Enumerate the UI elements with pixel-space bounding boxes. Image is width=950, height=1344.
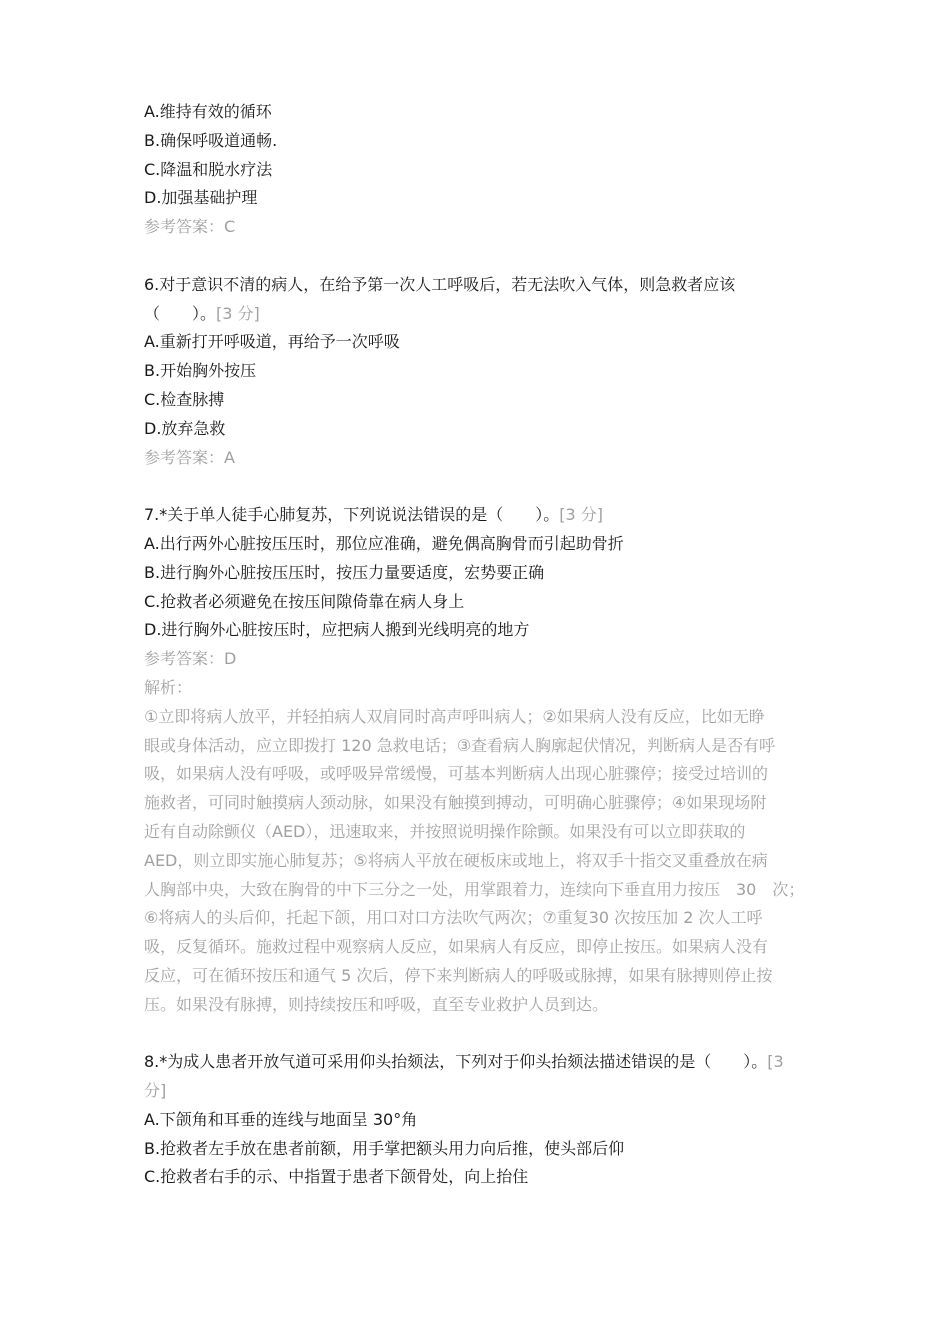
q5-option-c: C.降温和脱水疗法 [144, 159, 273, 179]
q6-title-blank: （ ）。 [144, 303, 217, 323]
q7-analysis [144, 703, 824, 1020]
q7-option-a: A.出行两外心脏按压压时，那位应准确，避免偶高胸骨而引起助骨折 [144, 533, 624, 553]
q6-title-line-2 [144, 300, 834, 329]
q5-option-a: A.维持有效的循环 [144, 102, 272, 121]
q7-analysis-line: 压。如果没有脉搏，则持续按压和呼吸，直至专业救护人员到达。 [144, 994, 609, 1014]
q6-option-b: B.开始胸外按压 [144, 361, 257, 381]
q7-answer: 参考答案：D [144, 649, 237, 669]
question-7 [144, 501, 834, 1019]
q7-analysis-line: 吸，如果病人没有呼吸，或呼吸异常缓慢，可基本判断病人出现心脏骤停；接受过培训的 [144, 764, 769, 784]
q7-analysis-line: ⑥将病人的头后仰，托起下颌，用口对口方法吹气两次；⑦重复30 次按压加 2 次人工呼 [144, 908, 763, 928]
question-6 [144, 271, 834, 473]
q8-score-part-1: [3 [767, 1052, 784, 1072]
spacer [144, 242, 834, 271]
q7-analysis-line: 吸，反复循环。施救过程中观察病人反应，如果病人有反应，即停止按压。如果病人没有 [144, 937, 769, 957]
q6-option-a: A.重新打开呼吸道，再给予一次呼吸 [144, 332, 400, 352]
q5-answer: 参考答案：C [144, 217, 236, 237]
q6-answer: 参考答案：A [144, 447, 235, 467]
question-8 [144, 1048, 834, 1192]
question-5 [144, 98, 834, 242]
q5-option-d: D.加强基础护理 [144, 188, 258, 208]
q8-title [144, 1048, 834, 1077]
q8-title-text: 8.*为成人患者开放气道可采用仰头抬颏法，下列对于仰头抬颏法描述错误的是（ ）。 [144, 1052, 768, 1072]
q7-analysis-line: 眼或身体活动，应立即拨打 120 急救电话；③查看病人胸廓起伏情况，判断病人是否有呼 [144, 735, 776, 755]
q7-option-d: D.进行胸外心脏按压时，应把病人搬到光线明亮的地方 [144, 620, 530, 640]
q6-title-line-1: 6.对于意识不清的病人，在给予第一次人工呼吸后，若无法吹入气体，则急救者应该 [144, 274, 736, 294]
q7-option-c: C.抢救者必须避免在按压间隙倚靠在病人身上 [144, 591, 465, 611]
q7-analysis-line: 人胸部中央，大致在胸骨的中下三分之一处，用掌跟着力，连续向下垂直用力按压 30 次； [144, 879, 805, 899]
spacer [144, 1020, 834, 1049]
q7-analysis-line: 反应，可在循环按压和通气 5 次后，停下来判断病人的呼吸或脉搏，如果有脉搏则停止按 [144, 965, 773, 985]
q8-score-part-2: 分] [144, 1081, 167, 1101]
q7-score: [3 分] [559, 505, 604, 525]
q8-option-c: C.抢救者右手的示、中指置于患者下颌骨处，向上抬住 [144, 1167, 529, 1187]
q5-option-b: B.确保呼吸道通畅. [144, 130, 278, 150]
q6-option-c: C.检查脉搏 [144, 389, 225, 409]
q7-analysis-line: ①立即将病人放平，并轻拍病人双肩同时高声呼叫病人；②如果病人没有反应，比如无睁 [144, 706, 765, 726]
q7-analysis-line: 近有自动除颤仪（AED），迅速取来，并按照说明操作除颤。如果没有可以立即获取的 [144, 821, 746, 841]
q6-option-d: D.放弃急救 [144, 418, 226, 438]
q6-score: [3 分] [216, 303, 260, 323]
q7-title-text: 7.*关于单人徒手心肺复苏，下列说说法错误的是（ ）。 [144, 505, 560, 525]
q7-analysis-line: AED，则立即实施心肺复苏；⑤将病人平放在硬板床或地上，将双手十指交叉重叠放在病 [144, 850, 768, 870]
q7-analysis-label: 解析： [144, 677, 193, 697]
q7-option-b: B.进行胸外心脏按压压时，按压力量要适度，宏势要正确 [144, 562, 545, 582]
q8-option-b: B.抢救者左手放在患者前额，用手掌把额头用力向后推，使头部后仰 [144, 1138, 625, 1158]
document-content [144, 98, 834, 1192]
q7-title [144, 501, 834, 530]
q8-option-a: A.下颌角和耳垂的连线与地面呈 30°角 [144, 1109, 418, 1129]
spacer [144, 472, 834, 501]
q7-analysis-line: 施救者，可同时触摸病人颈动脉，如果没有触摸到搏动，可明确心脏骤停；④如果现场附 [144, 793, 767, 813]
